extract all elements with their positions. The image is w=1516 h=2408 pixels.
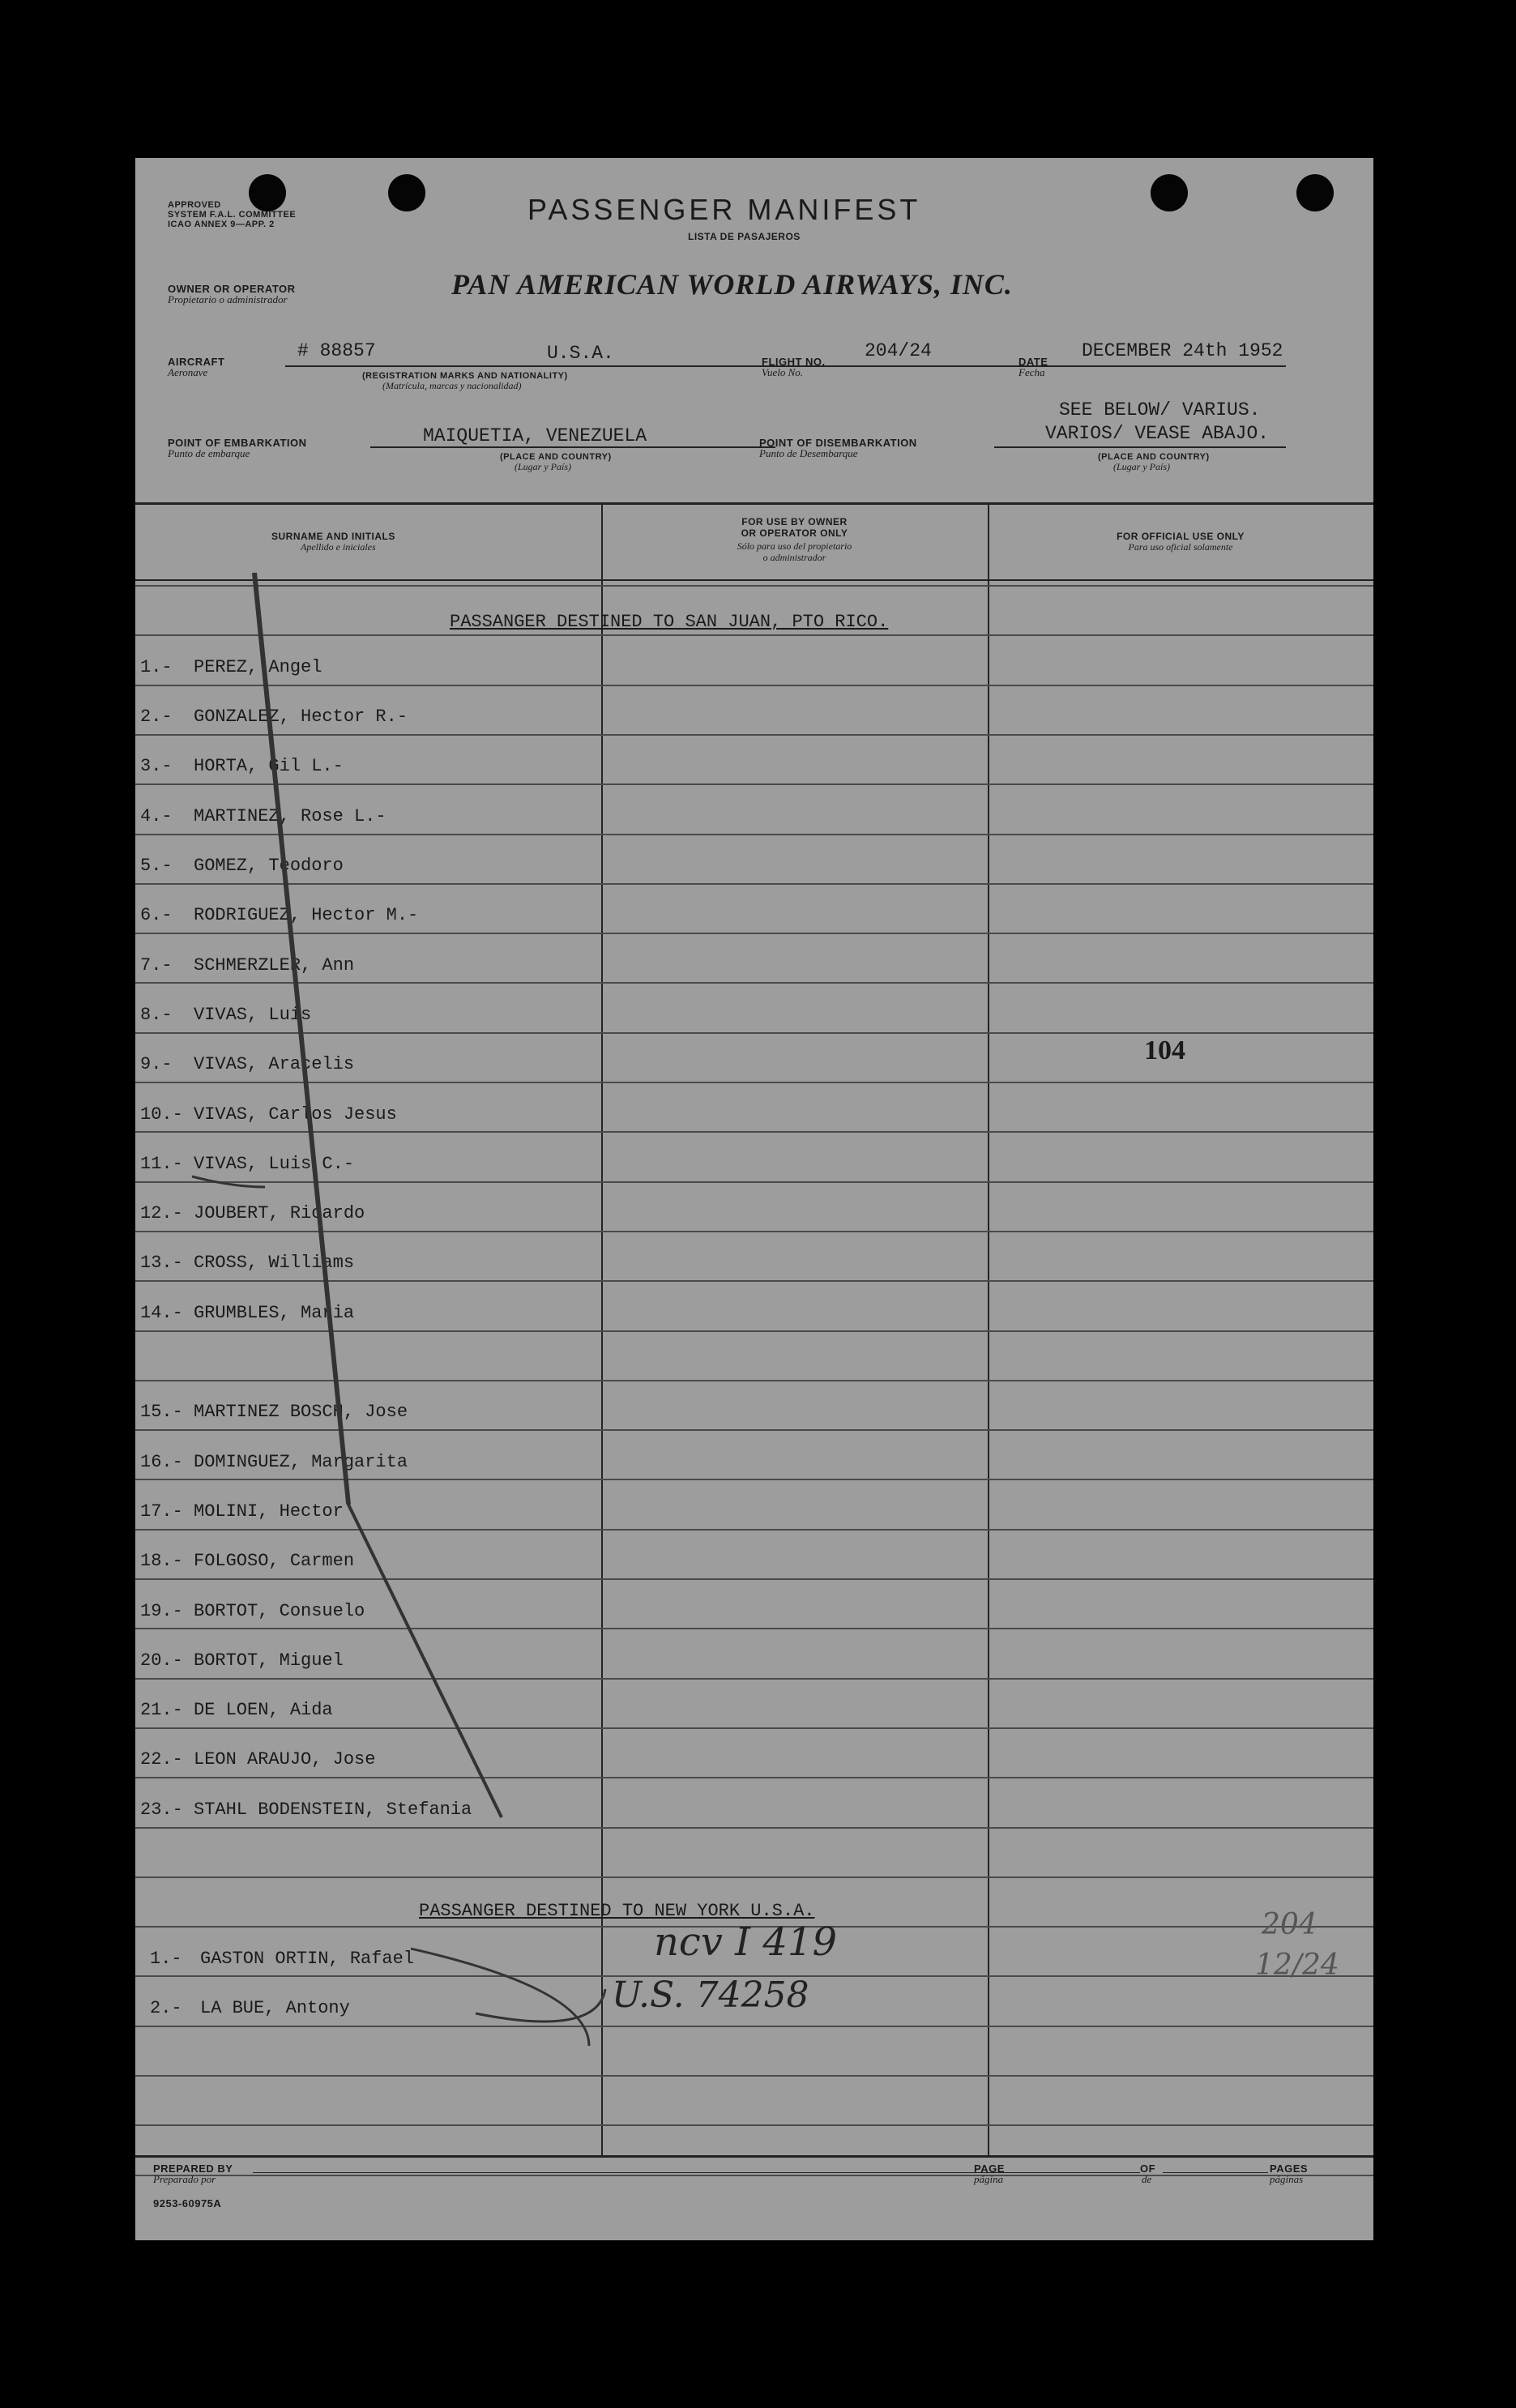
passenger-name: PEREZ, Angel (194, 656, 322, 677)
passenger-number: 17.- (140, 1501, 183, 1522)
passenger-name: VIVAS, Luis C.- (194, 1153, 355, 1174)
embark-label: POINT OF EMBARKATION (168, 437, 307, 449)
section2-heading: PASSANGER DESTINED TO NEW YORK U.S.A. (419, 1901, 815, 1922)
embark-value: MAIQUETIA, VENEZUELA (423, 425, 647, 446)
passenger-name: VIVAS, Carlos Jesus (194, 1104, 397, 1125)
passenger-name: CROSS, Williams (194, 1253, 355, 1274)
disembark-value-1: SEE BELOW/ VARIUS. (1059, 399, 1261, 421)
col3-header: FOR OFFICIAL USE ONLY (1117, 531, 1245, 542)
passenger-name: HORTA, Gil L.- (194, 756, 344, 777)
passenger-name: MARTINEZ, Rose L.- (194, 805, 386, 826)
passenger-number: 7.- (140, 954, 173, 976)
handwritten-note-1: ncv I 419 (654, 1919, 838, 1965)
passenger-name: DE LOEN, Aida (194, 1700, 333, 1721)
page-label-es: página (974, 2173, 1004, 2185)
passenger-name: JOUBERT, Ricardo (194, 1203, 365, 1224)
prepared-label-es: Preparado por (153, 2173, 216, 2185)
pages-label: PAGES (1270, 2163, 1309, 2175)
approval-block: APPROVED SYSTEM F.A.L. COMMITTEE ICAO ANNEX 9—APP. 2 (168, 200, 297, 229)
passenger-number: 18.- (140, 1551, 183, 1572)
aircraft-nationality: U.S.A. (547, 343, 614, 364)
passenger-number: 14.- (140, 1302, 183, 1323)
disembark-place-label: (PLACE AND COUNTRY) (1098, 452, 1210, 462)
passenger-number: 19.- (140, 1600, 183, 1621)
passenger-name: GASTON ORTIN, Rafael (200, 1948, 415, 1969)
form-code: 9253-60975A (153, 2197, 222, 2209)
passenger-number: 10.- (140, 1104, 183, 1125)
passenger-number: 4.- (140, 805, 173, 826)
passenger-name: SCHMERZLER, Ann (194, 954, 355, 976)
prepared-label: PREPARED BY (153, 2163, 233, 2175)
passenger-number: 3.- (140, 756, 173, 777)
pages-label-es: páginas (1270, 2173, 1304, 2185)
handwritten-side-1: 204 (1262, 1908, 1317, 1941)
passenger-number: 16.- (140, 1451, 183, 1472)
passenger-number: 5.- (140, 856, 173, 877)
col2-header: FOR USE BY OWNER OR OPERATOR ONLY (741, 516, 848, 539)
passenger-number: 13.- (140, 1253, 183, 1274)
flight-label-es: Vuelo No. (762, 366, 804, 378)
form-title: PASSENGER MANIFEST (527, 193, 921, 226)
passenger-name: MARTINEZ BOSCH, Jose (194, 1402, 408, 1423)
passenger-name: GONZALEZ, Hector R.- (194, 707, 408, 728)
handwritten-side-2: 12/24 (1255, 1949, 1339, 1982)
embark-place-label: (PLACE AND COUNTRY) (500, 452, 612, 462)
date-label: DATE (1018, 356, 1048, 368)
passenger-number: 2.- (150, 1997, 182, 2018)
passenger-name: GRUMBLES, Maria (194, 1302, 355, 1323)
disembark-place-label-es: (Lugar y País) (1113, 461, 1170, 472)
owner-label: OWNER OR OPERATOR (168, 283, 296, 295)
prepared-underline (253, 2172, 1063, 2173)
passenger-number: 1.- (150, 1948, 182, 1969)
aircraft-label-es: Aeronave (168, 366, 208, 378)
passenger-name: STAHL BODENSTEIN, Stefania (194, 1799, 472, 1820)
passenger-name: RODRIGUEZ, Hector M.- (194, 905, 419, 926)
flight-value: 204/24 (865, 340, 932, 361)
passenger-name: FOLGOSO, Carmen (194, 1551, 355, 1572)
passenger-number: 9.- (140, 1054, 173, 1075)
col1-header-es: Apellido e iniciales (301, 541, 376, 553)
aircraft-label: AIRCRAFT (168, 356, 225, 368)
passenger-number: 1.- (140, 656, 173, 677)
passenger-number: 23.- (140, 1799, 183, 1820)
page-label: PAGE (974, 2163, 1005, 2175)
stamp-number: 104 (1144, 1035, 1185, 1065)
date-value: DECEMBER 24th 1952 (1082, 340, 1283, 361)
passenger-name: MOLINI, Hector (194, 1501, 344, 1522)
passenger-name: DOMINGUEZ, Margarita (194, 1451, 408, 1472)
passenger-number: 20.- (140, 1650, 183, 1671)
passenger-name: VIVAS, Aracelis (194, 1054, 355, 1075)
flight-label: FLIGHT NO. (762, 356, 826, 368)
registration-label: (REGISTRATION MARKS AND NATIONALITY) (362, 371, 568, 381)
passenger-name: GOMEZ, Teodoro (194, 856, 344, 877)
passenger-number: 21.- (140, 1700, 183, 1721)
aircraft-value: # 88857 (297, 340, 376, 361)
col3-header-es: Para uso oficial solamente (1128, 541, 1233, 553)
section1-heading: PASSANGER DESTINED TO SAN JUAN, PTO RICO. (450, 611, 889, 632)
passenger-name: LEON ARAUJO, Jose (194, 1749, 376, 1770)
passenger-number: 12.- (140, 1203, 183, 1224)
passenger-number: 22.- (140, 1749, 183, 1770)
passenger-number: 15.- (140, 1402, 183, 1423)
passenger-number: 2.- (140, 707, 173, 728)
owner-value: PAN AMERICAN WORLD AIRWAYS, INC. (451, 268, 1013, 301)
date-label-es: Fecha (1018, 366, 1045, 378)
passenger-number: 11.- (140, 1153, 183, 1174)
manifest-sheet (135, 158, 1373, 2240)
disembark-label: POINT OF DISEMBARKATION (759, 437, 917, 449)
of-underline (1163, 2172, 1268, 2173)
col1-header: SURNAME AND INITIALS (271, 531, 395, 542)
passenger-number: 8.- (140, 1004, 173, 1025)
handwritten-note-2: U.S. 74258 (612, 1975, 809, 2016)
of-label-es: de (1142, 2173, 1152, 2185)
owner-label-es: Propietario o administrador (168, 293, 288, 305)
disembark-value-2: VARIOS/ VEASE ABAJO. (1045, 423, 1270, 444)
passenger-name: BORTOT, Miguel (194, 1650, 344, 1671)
embark-place-label-es: (Lugar y País) (515, 461, 571, 472)
col2-header-es: Sólo para uso del propietario o administrador (737, 540, 852, 563)
passenger-number: 6.- (140, 905, 173, 926)
disembark-label-es: Punto de Desembarque (759, 447, 858, 459)
passenger-name: BORTOT, Consuelo (194, 1600, 365, 1621)
form-title-es: LISTA DE PASAJEROS (688, 231, 801, 242)
embark-label-es: Punto de embarque (168, 447, 250, 459)
passenger-name: LA BUE, Antony (200, 1997, 350, 2018)
passenger-name: VIVAS, Luis (194, 1004, 312, 1025)
page-underline (1010, 2172, 1140, 2173)
registration-label-es: (Matrícula, marcas y nacionalidad) (382, 380, 522, 391)
of-label: OF (1140, 2163, 1156, 2175)
